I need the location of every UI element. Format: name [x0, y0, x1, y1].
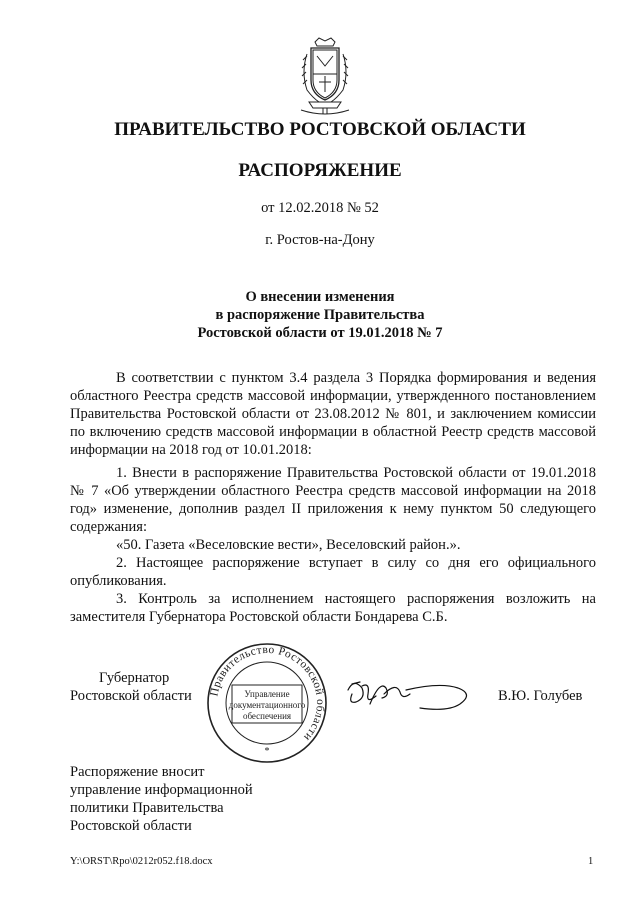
item-1: 1. Внести в распоряжение Правительства Ростовской области от 19.01.2018 № 7 «Об утверждении областного Реестра средств массовой информации на 2018 год» изменение, дополнив раздел II приложения к нему пунктом 50 следующего содержания: [70, 465, 596, 535]
document-subject [0, 288, 640, 342]
note-line: политики Правительства [70, 800, 224, 816]
subject-line: в распоряжение Правительства [215, 307, 425, 323]
svg-text:документационного: документационного [228, 700, 306, 710]
official-stamp [205, 641, 329, 765]
svg-text:Управление: Управление [244, 689, 290, 699]
intro-paragraph: В соответствии с пунктом 3.4 раздела 3 Порядка формирования и ведения областного Реестра средств массовой информации, утвержденного постановлением Правительства Ростовской области от 23.08.2012 № 801, и заключением комиссии по включению средств массовой информации в областной Реестр средств массовой информации на 2018 год от 10.01.2018: [70, 370, 596, 458]
signatory-name: В.Ю. Голубев [498, 688, 583, 704]
date-and-number: от 12.02.2018 № 52 [261, 200, 379, 216]
signatory-region: Ростовской области [70, 688, 192, 704]
footer-file-path: Y:\ORST\Rpo\0212r052.f18.docx [70, 856, 213, 867]
item-2: 2. Настоящее распоряжение вступает в силу со дня его официального опубликования. [70, 555, 596, 589]
decree-items [70, 464, 596, 626]
handwritten-signature [340, 664, 480, 724]
document-type: РАСПОРЯЖЕНИЕ [238, 160, 402, 181]
note-line: управление информационной [70, 782, 253, 798]
note-line: Ростовской области [70, 818, 192, 834]
coat-of-arms-emblem [293, 36, 357, 118]
item-3: 3. Контроль за исполнением настоящего распоряжения возложить на заместителя Губернатора Ростовской области Бондарева С.Б. [70, 591, 596, 625]
note-line: Распоряжение вносит [70, 764, 205, 780]
svg-text:Правительство Ростовской облас: Правительство Ростовской области [208, 643, 327, 744]
item-1-quote: «50. Газета «Веселовские вести», Веселовский район.». [116, 537, 461, 553]
submitted-by-note [70, 763, 253, 835]
subject-line: Ростовской области от 19.01.2018 № 7 [197, 325, 443, 341]
svg-text:*: * [264, 746, 270, 757]
svg-text:обеспечения: обеспечения [242, 711, 292, 721]
page-number: 1 [588, 856, 594, 867]
organization-title: ПРАВИТЕЛЬСТВО РОСТОВСКОЙ ОБЛАСТИ [114, 119, 526, 140]
subject-line: О внесении изменения [245, 289, 395, 305]
signatory-title: Губернатор [99, 670, 170, 686]
issue-city: г. Ростов-на-Дону [265, 232, 375, 248]
